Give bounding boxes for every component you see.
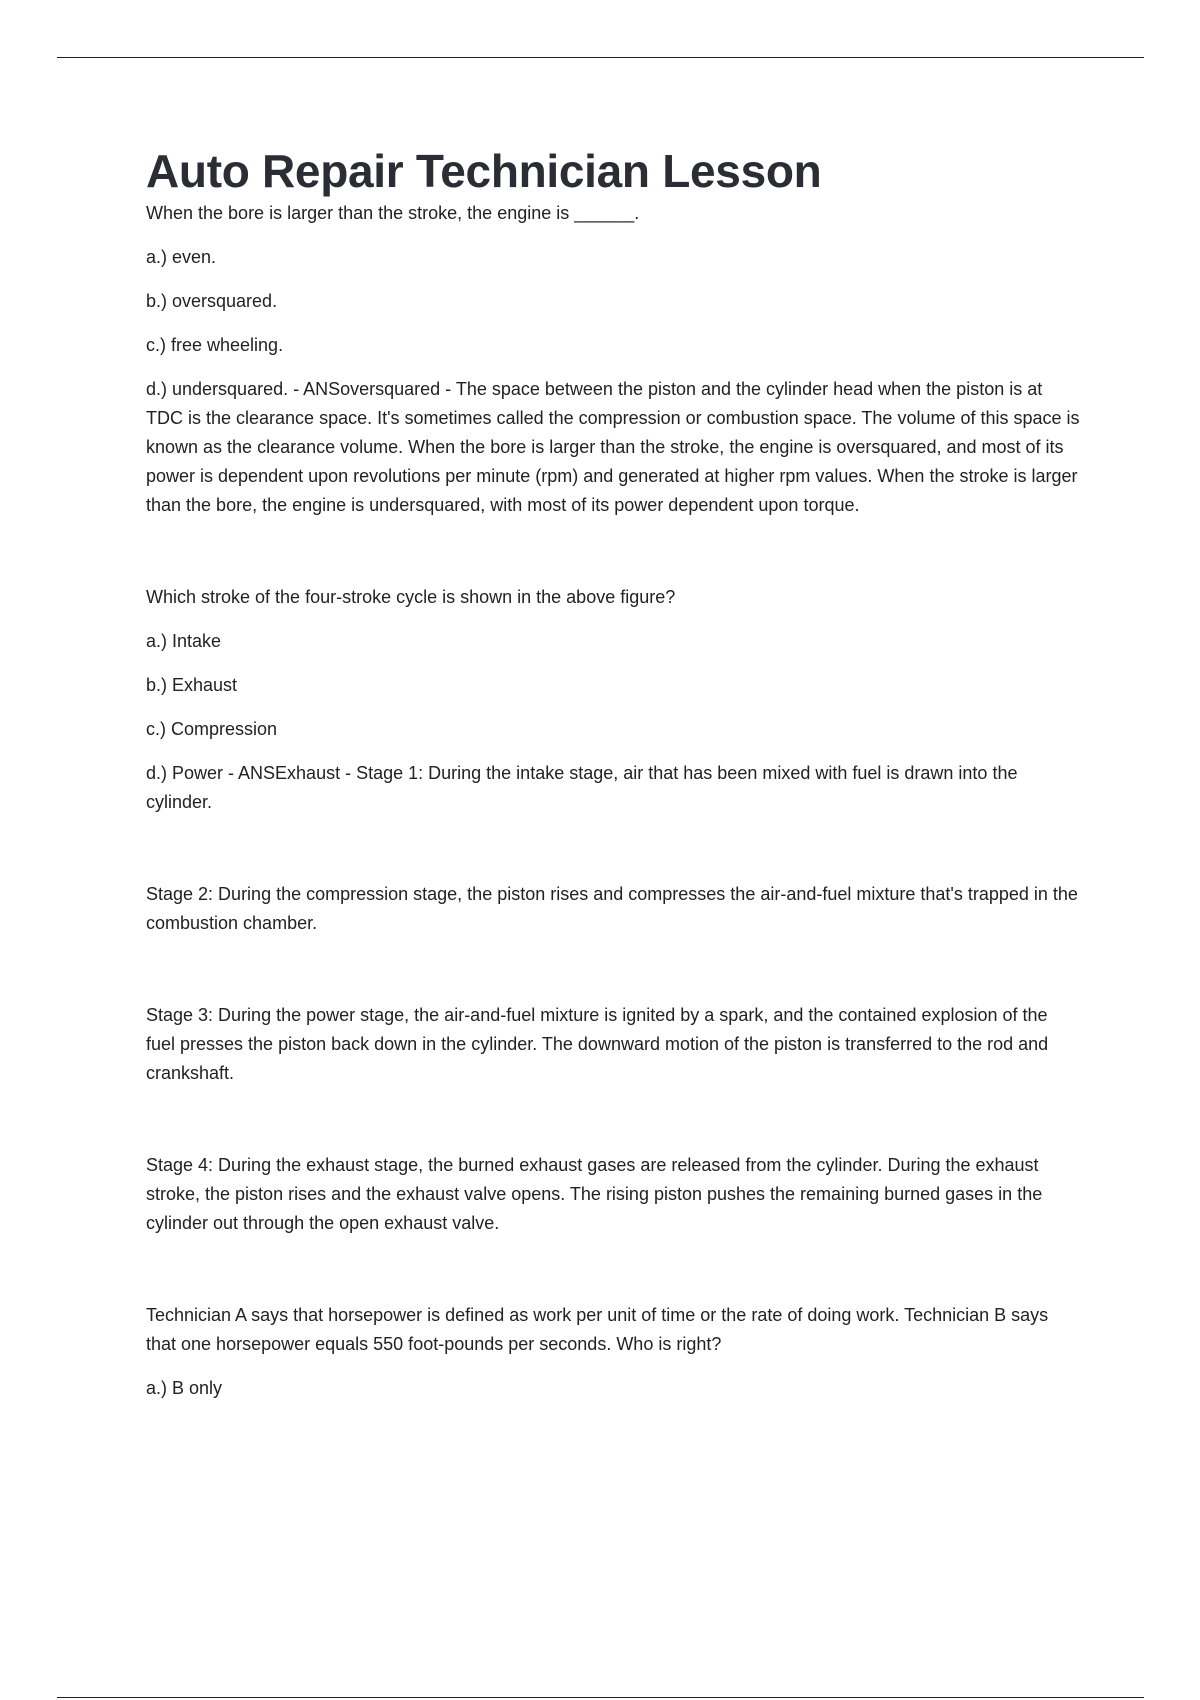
page-title: Auto Repair Technician Lesson	[146, 145, 822, 197]
q1-option-b: b.) oversquared.	[146, 291, 278, 311]
q3-option-a: a.) B only	[146, 1378, 223, 1398]
q1-option-a: a.) even.	[146, 247, 217, 267]
q2-option-d-answer: d.) Power - ANSExhaust - Stage 1: During the intake stage, air that has been mixed with fuel is drawn into the cylinder.	[146, 763, 1018, 812]
q2-stage-3: Stage 3: During the power stage, the air-and-fuel mixture is ignited by a spark, and the contained explosion of the fuel presses the piston back down in the cylinder. The downward motion of the piston is transferred to the rod and crankshaft.	[146, 1005, 1049, 1083]
q2-prompt: Which stroke of the four-stroke cycle is shown in the above figure?	[146, 587, 676, 607]
document-body	[146, 143, 1081, 1403]
q2-stage-4: Stage 4: During the exhaust stage, the burned exhaust gases are released from the cylinder. During the exhaust stroke, the piston rises and the exhaust valve opens. The rising piston pushes the remaining burned gases in the cylinder out through the open exhaust valve.	[146, 1155, 1043, 1233]
q2-stage-2: Stage 2: During the compression stage, the piston rises and compresses the air-and-fuel mixture that's trapped in the combustion chamber.	[146, 884, 1078, 933]
q2-option-a: a.) Intake	[146, 631, 222, 651]
q1-option-d-answer: d.) undersquared. - ANSoversquared - The space between the piston and the cylinder head when the piston is at TDC is the clearance space. It's sometimes called the compression or combustion space. The volume of this space is known as the clearance volume. When the bore is larger than the stroke, the engine is oversquared, and most of its power is dependent upon revolutions per minute (rpm) and generated at higher rpm values. When the stroke is larger than the bore, the engine is undersquared, with most of its power dependent upon torque.	[146, 379, 1080, 515]
q1-prompt: When the bore is larger than the stroke, the engine is ______.	[146, 203, 640, 223]
top-divider	[57, 57, 1144, 58]
bottom-divider	[57, 1697, 1144, 1698]
q2-option-c: c.) Compression	[146, 719, 278, 739]
q2-option-b: b.) Exhaust	[146, 675, 238, 695]
q3-prompt: Technician A says that horsepower is defined as work per unit of time or the rate of doing work. Technician B says that one horsepower equals 550 foot-pounds per seconds. Who is right?	[146, 1305, 1049, 1354]
q1-option-c: c.) free wheeling.	[146, 335, 284, 355]
